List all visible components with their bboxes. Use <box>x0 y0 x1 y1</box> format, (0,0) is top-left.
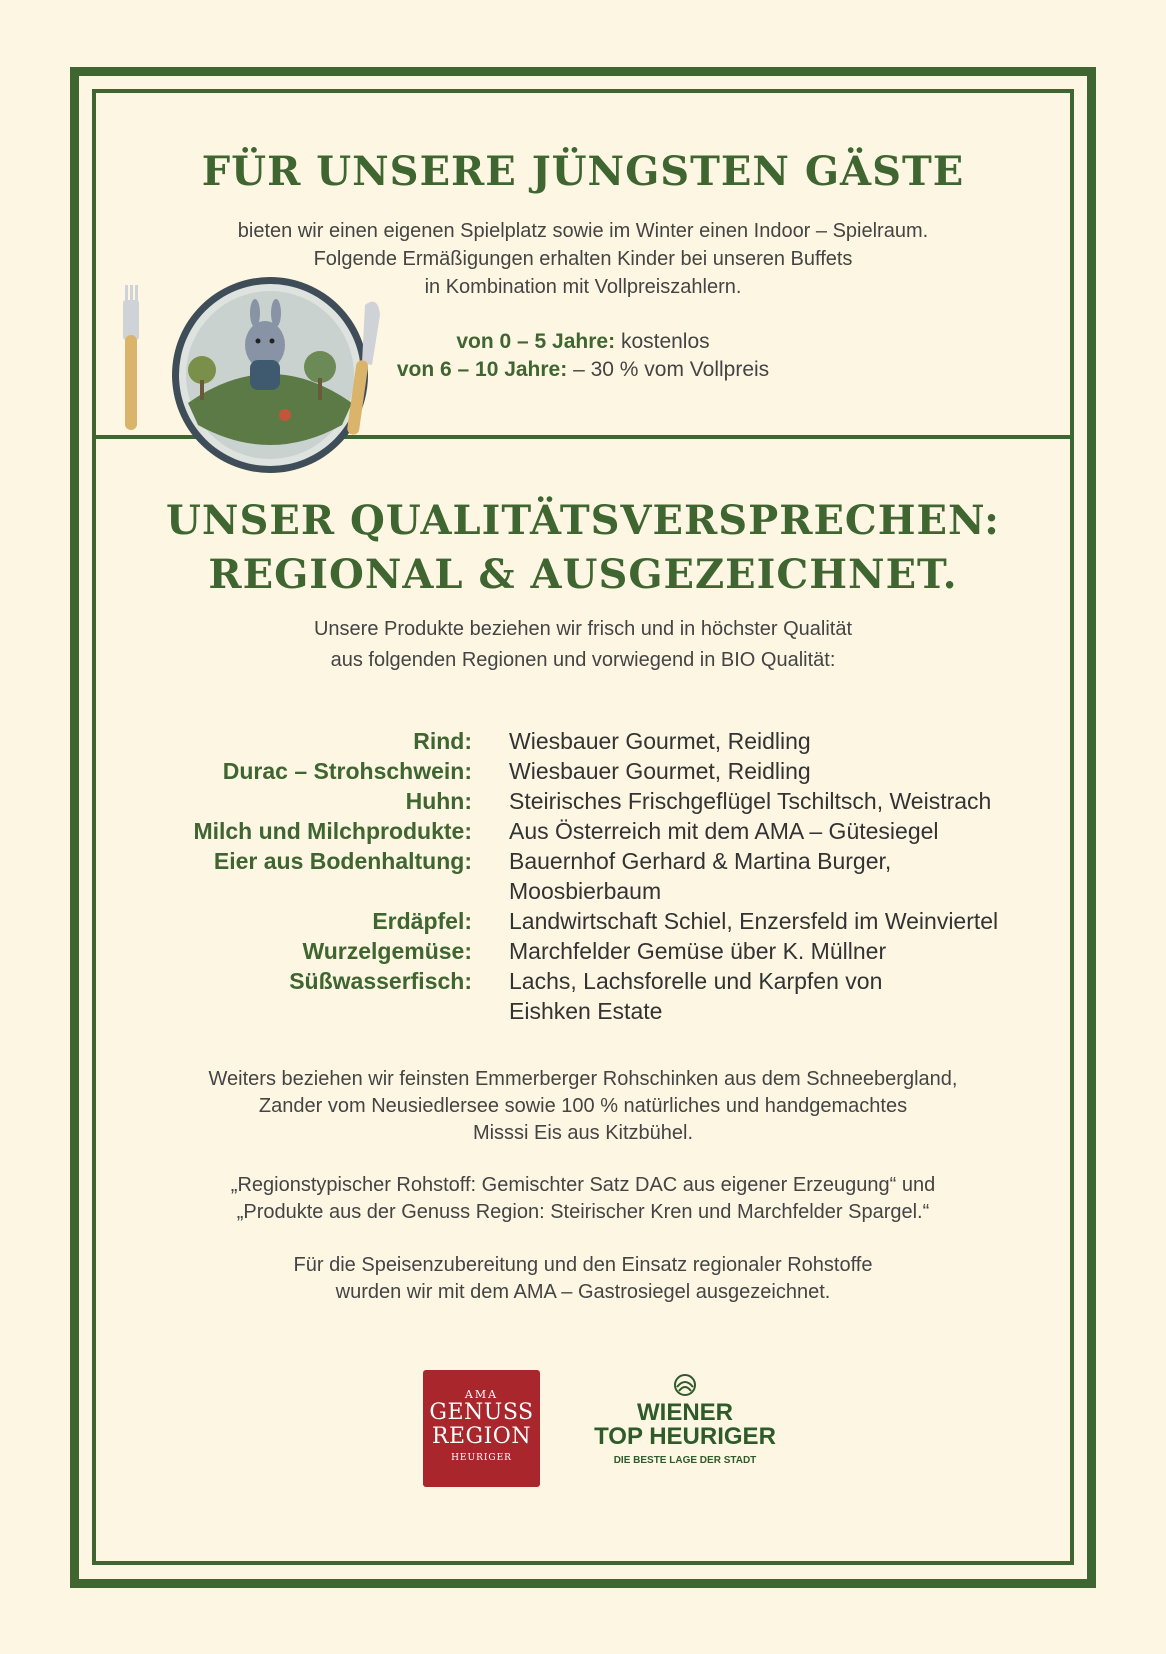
price-label: von 6 – 10 Jahre: <box>396 358 568 381</box>
source-value <box>509 816 1029 846</box>
quality-title <box>0 494 1166 602</box>
source-line: Wiesbauer Gourmet, Reidling <box>509 758 811 784</box>
quote-line: „Regionstypischer Rohstoff: Gemischter Satz DAC aus eigener Erzeugung“ und <box>230 1174 936 1196</box>
vine-leaf-icon <box>670 1373 700 1397</box>
kids-title: FÜR UNSERE JÜNGSTEN GÄSTE <box>201 148 965 195</box>
quality-title-line: UNSER QUALITÄTSVERSPRECHEN: <box>166 497 1000 544</box>
source-row <box>0 906 1166 936</box>
sources-list <box>0 726 1166 1026</box>
ama-logo-line: REGION <box>431 1424 532 1449</box>
source-label: Milch und Milchprodukte: <box>193 818 472 844</box>
source-line: Lachs, Lachsforelle und Karpfen von <box>509 968 883 994</box>
source-value <box>509 846 1029 906</box>
source-label: Rind: <box>413 728 472 754</box>
more-line: Zander vom Neusiedlersee sowie 100 % natürliches und handgemachtes <box>258 1095 908 1117</box>
more-products <box>0 1066 1166 1147</box>
source-value <box>509 786 1029 816</box>
source-label: Huhn: <box>405 788 472 814</box>
source-row <box>0 966 1166 1026</box>
source-value <box>509 756 1029 786</box>
plate-illustration <box>110 275 410 475</box>
wiener-logo-tagline: DIE BESTE LAGE DER STADT <box>613 1455 757 1466</box>
source-line: Landwirtschaft Schiel, Enzersfeld im Weinviertel <box>509 908 999 934</box>
source-row <box>0 816 1166 846</box>
source-line: Wiesbauer Gourmet, Reidling <box>509 728 811 754</box>
quality-title-line: REGIONAL & AUSGEZEICHNET. <box>208 551 958 598</box>
source-label: Wurzelgemüse: <box>302 938 472 964</box>
ama-genuss-region-logo <box>423 1370 540 1487</box>
more-line: Misssi Eis aus Kitzbühel. <box>472 1122 694 1144</box>
quality-intro <box>0 614 1166 676</box>
ama-logo-bottom: HEURIGER <box>451 1453 512 1463</box>
source-row <box>0 786 1166 816</box>
source-label: Erdäpfel: <box>372 908 472 934</box>
source-label: Durac – Strohschwein: <box>222 758 472 784</box>
source-label: Eier aus Bodenhaltung: <box>213 848 472 874</box>
source-line: Aus Österreich mit dem AMA – Gütesiegel <box>509 818 939 844</box>
source-value <box>509 936 1029 966</box>
source-row <box>0 756 1166 786</box>
award-text <box>0 1252 1166 1306</box>
quality-intro-line: aus folgenden Regionen und vorwiegend in BIO Qualität: <box>330 649 836 671</box>
price-value: – 30 % vom Vollpreis <box>573 358 770 381</box>
ama-logo-top: AMA <box>464 1388 499 1401</box>
ama-logo-line: GENUSS <box>429 1400 534 1425</box>
price-value: kostenlos <box>620 330 710 353</box>
wiener-logo-line: WIENER <box>637 1399 733 1426</box>
more-line: Weiters beziehen wir feinsten Emmerberger Rohschinken aus dem Schneebergland, <box>208 1068 958 1090</box>
wiener-top-heuriger-logo <box>590 1375 780 1466</box>
source-line: Marchfelder Gemüse über K. Müllner <box>509 938 887 964</box>
price-label: von 0 – 5 Jahre: <box>456 330 616 353</box>
fork-icon <box>123 285 139 430</box>
kids-intro-line: Folgende Ermäßigungen erhalten Kinder bei unseren Buffets <box>313 248 853 270</box>
source-line: Eishken Estate <box>509 998 663 1024</box>
quality-intro-line: Unsere Produkte beziehen wir frisch und in höchster Qualität <box>313 618 853 640</box>
source-value <box>509 966 1029 1026</box>
kids-intro-line: in Kombination mit Vollpreiszahlern. <box>424 276 742 298</box>
source-value <box>509 726 1029 756</box>
source-value <box>509 906 1029 936</box>
kids-intro-line: bieten wir einen eigenen Spielplatz sowie im Winter einen Indoor – Spielraum. <box>237 220 929 242</box>
source-label: Süßwasserfisch: <box>289 968 472 994</box>
source-row <box>0 846 1166 906</box>
wiener-logo-line: TOP HEURIGER <box>594 1423 776 1450</box>
source-row <box>0 726 1166 756</box>
source-line: Steirisches Frischgeflügel Tschiltsch, Weistrach <box>509 788 992 814</box>
source-row <box>0 936 1166 966</box>
region-quote <box>0 1172 1166 1226</box>
quote-line: „Produkte aus der Genuss Region: Steirischer Kren und Marchfelder Spargel.“ <box>236 1201 930 1223</box>
award-line: Für die Speisenzubereitung und den Einsatz regionaler Rohstoffe <box>293 1254 873 1276</box>
plate-icon <box>172 277 368 473</box>
award-line: wurden wir mit dem AMA – Gastrosiegel ausgezeichnet. <box>335 1281 831 1303</box>
source-line: Bauernhof Gerhard & Martina Burger, <box>509 848 892 874</box>
source-line: Moosbierbaum <box>509 878 662 904</box>
